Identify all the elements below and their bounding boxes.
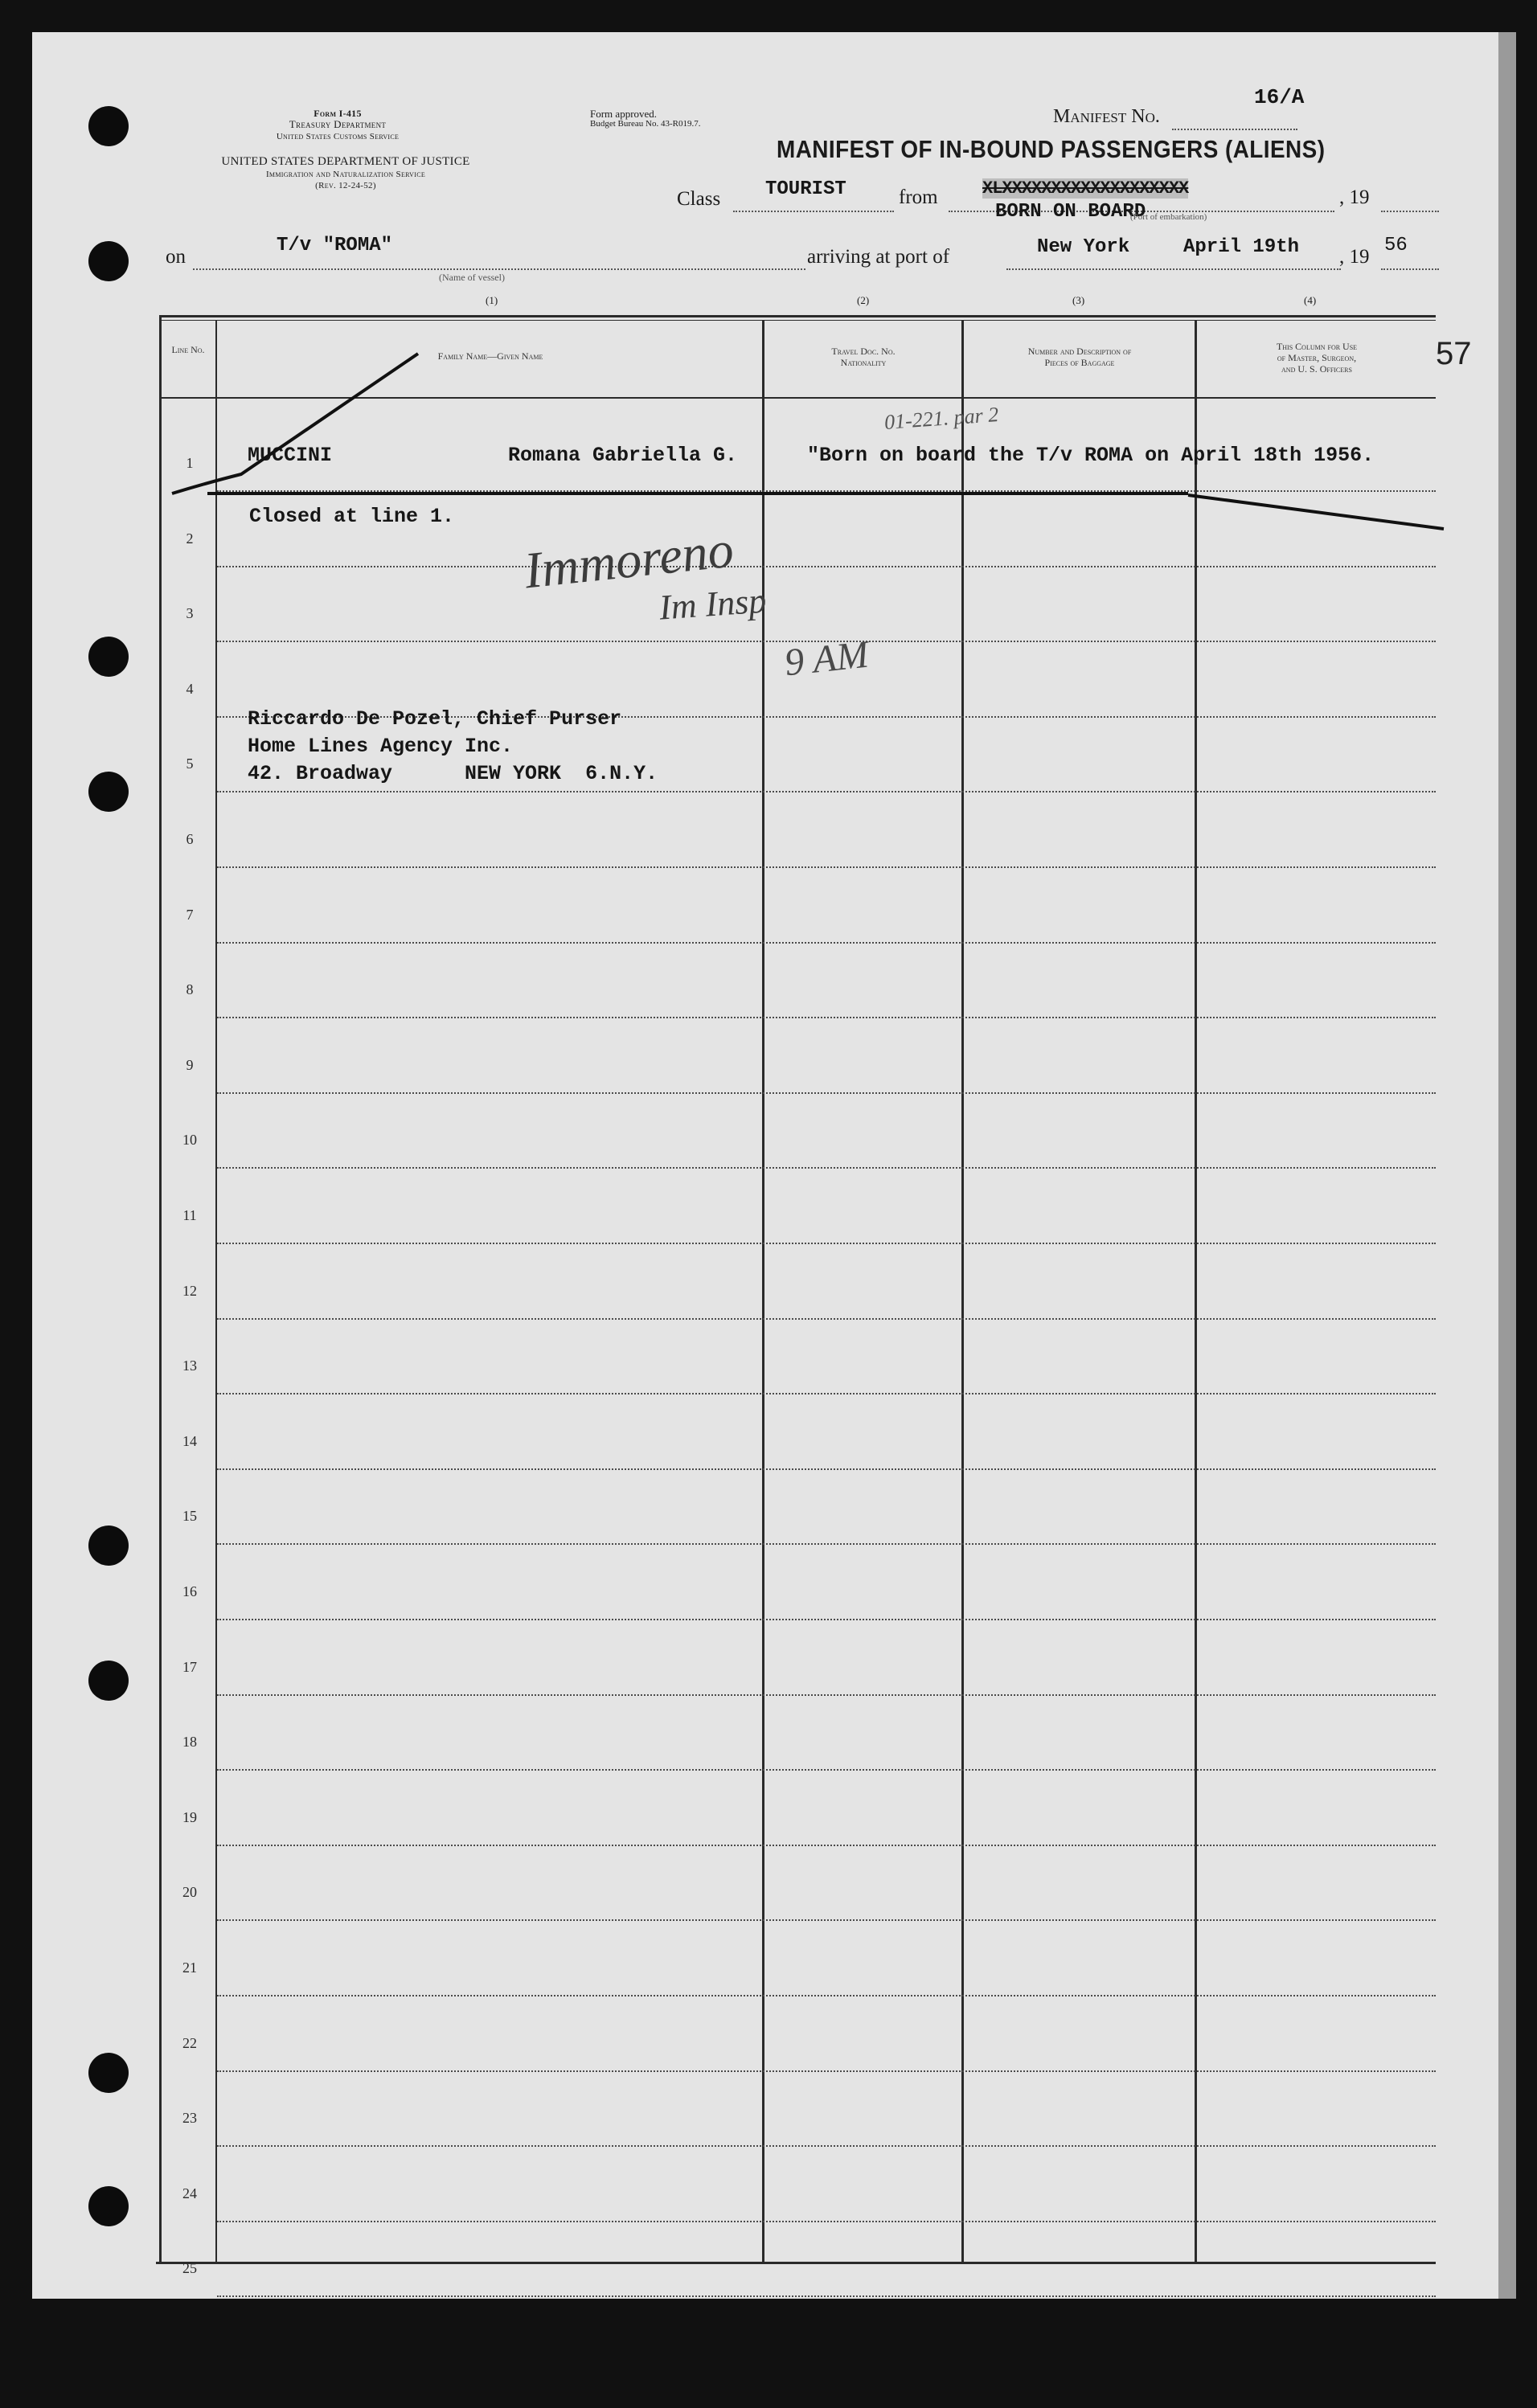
justice: UNITED STATES DEPARTMENT OF JUSTICE xyxy=(221,155,470,168)
year-prefix-1: , 19 xyxy=(1339,186,1370,208)
header-officers-3: and U. S. Officers xyxy=(1281,363,1352,375)
purser-line-1: Riccardo De Pozel, Chief Purser xyxy=(248,707,622,731)
row1-note: "Born on board the T/v ROMA on April 18th 1956. xyxy=(807,444,1375,467)
inspector-signature: Immoreno xyxy=(521,520,736,600)
approved: Form approved. xyxy=(590,108,658,120)
line-number: 15 xyxy=(182,1508,197,1525)
line-number: 11 xyxy=(182,1207,197,1223)
line-number: 19 xyxy=(182,1808,197,1825)
line-number: 17 xyxy=(182,1658,197,1675)
line-number: 5 xyxy=(186,756,194,772)
rev: (Rev. 12-24-52) xyxy=(315,181,376,190)
header-baggage-1: Number and Description of xyxy=(1027,346,1132,357)
diagonal-strike-right xyxy=(1188,495,1444,529)
col-number-1: (1) xyxy=(486,294,498,306)
line-number: 7 xyxy=(186,906,194,923)
on-label: on xyxy=(166,246,186,268)
customs: United States Customs Service xyxy=(276,132,400,141)
line-number: 6 xyxy=(186,831,194,847)
diagonal-strike-left xyxy=(172,354,418,493)
side-number: 57 xyxy=(1436,336,1472,371)
line-number: 1 xyxy=(186,455,194,471)
line-number: 16 xyxy=(182,1583,197,1599)
closed-note: Closed at line 1. xyxy=(249,505,455,528)
manifest-title: MANIFEST OF IN-BOUND PASSENGERS (ALIENS) xyxy=(777,135,1326,163)
col-number-3: (3) xyxy=(1072,294,1085,306)
arriving-label: arriving at port of xyxy=(807,246,950,268)
line-number: 25 xyxy=(182,2260,197,2277)
col-number-2: (2) xyxy=(857,294,870,306)
from-value: BORN ON BOARD xyxy=(995,201,1146,223)
header-officers-1: This Column for Use xyxy=(1276,341,1358,352)
dept: Treasury Department xyxy=(289,118,387,130)
line-number: 23 xyxy=(182,2110,197,2127)
row1-given-name: Romana Gabriella G. xyxy=(508,444,738,467)
inspector-title: Im Insp xyxy=(658,580,768,628)
line-number: 20 xyxy=(182,1884,197,1901)
header-baggage-2: Pieces of Baggage xyxy=(1044,357,1115,368)
line-number: 8 xyxy=(186,981,194,998)
line-number: 12 xyxy=(182,1282,197,1299)
line-number: 10 xyxy=(182,1132,197,1149)
vessel-value: T/v "ROMA" xyxy=(277,235,393,256)
header-name: Family Name—Given Name xyxy=(437,350,543,362)
manifest-no-value: 16/A xyxy=(1254,85,1305,109)
line-number: 4 xyxy=(186,680,194,697)
class-value: TOURIST xyxy=(765,178,846,200)
from-struck: XLXXXXXXXXXXXXXXXXXXX xyxy=(982,178,1189,199)
header-traveldoc-1: Travel Doc. No. xyxy=(831,346,896,357)
row1-handwritten: 01-221. par 2 xyxy=(883,403,1000,434)
port-value: New York xyxy=(1037,236,1130,258)
line-number: 13 xyxy=(182,1358,197,1374)
from-label: from xyxy=(899,186,938,208)
from-caption: (Port of embarkation) xyxy=(1130,212,1207,222)
year-value: 56 xyxy=(1384,235,1408,256)
vessel-caption: (Name of vessel) xyxy=(439,272,505,283)
line-number: 14 xyxy=(182,1432,197,1449)
col-number-4: (4) xyxy=(1304,294,1317,306)
line-number: 2 xyxy=(186,530,194,547)
line-number: 24 xyxy=(182,2185,197,2201)
inspection-time: 9 AM xyxy=(782,633,871,685)
form-number: Form I-415 xyxy=(314,108,362,119)
ins: Immigration and Naturalization Service xyxy=(265,170,426,179)
line-number: 9 xyxy=(186,1056,194,1073)
line-number: 21 xyxy=(182,1960,197,1976)
line-number: 3 xyxy=(186,605,194,622)
date-value: April 19th xyxy=(1183,236,1300,258)
row1-family-name: MUCCINI xyxy=(248,444,333,467)
year-prefix-2: , 19 xyxy=(1339,246,1370,268)
manifest-no-label: Manifest No. xyxy=(1053,106,1160,127)
budget: Budget Bureau No. 43-R019.7. xyxy=(590,119,701,129)
purser-line-2: Home Lines Agency Inc. xyxy=(248,735,514,758)
header-traveldoc-2: Nationality xyxy=(840,357,887,368)
class-label: Class xyxy=(677,188,721,210)
purser-line-3: 42. Broadway NEW YORK 6.N.Y. xyxy=(248,762,658,785)
line-number: 22 xyxy=(182,2034,197,2051)
header-line-no: Line No. xyxy=(171,344,205,355)
header-officers-2: of Master, Surgeon, xyxy=(1277,352,1357,363)
line-number: 18 xyxy=(182,1734,197,1751)
